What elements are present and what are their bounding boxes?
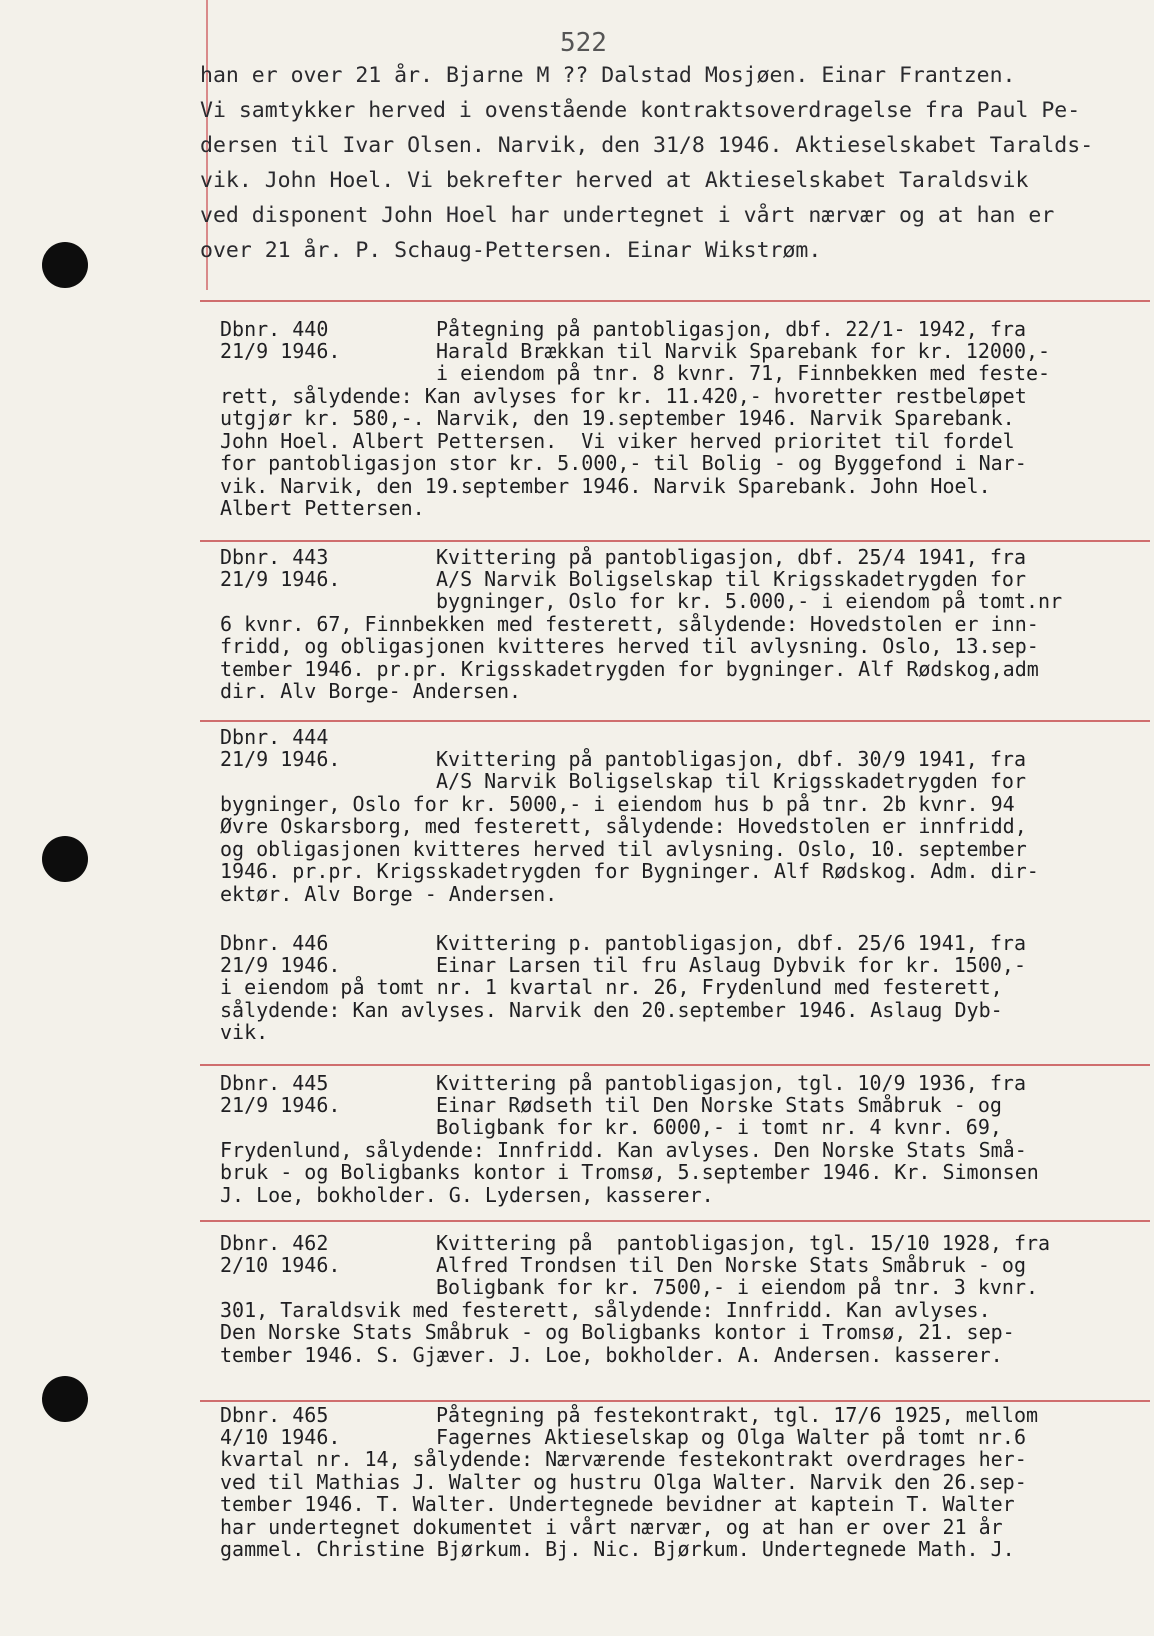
- entry-date: 2/10 1946.: [220, 1253, 341, 1277]
- entry-text-line: A/S Narvik Boligselskap til Krigsskadetrygden for: [436, 769, 1027, 793]
- entry-title: Kvittering på pantobligasjon, dbf. 25/4 1941, fra: [436, 545, 1027, 569]
- section-divider: [200, 720, 1150, 722]
- intro-line: Vi samtykker herved i ovenstående kontraktsoverdragelse fra Paul Pe-: [200, 98, 1081, 123]
- entry-text-line: gammel. Christine Bjørkum. Bj. Nic. Bjørkum. Undertegnede Math. J.: [220, 1537, 1015, 1561]
- punch-hole: [42, 836, 88, 882]
- entry-title-2: Einar Rødseth til Den Norske Stats Småbruk - og: [436, 1093, 1002, 1117]
- entry-text-line: dir. Alv Borge- Andersen.: [220, 679, 522, 703]
- entry-number: Dbnr. 465: [220, 1403, 329, 1427]
- entry-date: 21/9 1946.: [220, 1093, 341, 1117]
- entry-title-2: Harald Brækkan til Narvik Sparebank for kr. 12000,-: [436, 339, 1051, 363]
- section-divider: [200, 1400, 1150, 1402]
- entry-text-line: bygninger, Oslo for kr. 5.000,- i eiendom på tomt.nr: [436, 589, 1063, 613]
- entry-title-2: Einar Larsen til fru Aslaug Dybvik for kr. 1500,-: [436, 953, 1027, 977]
- entry-date: 21/9 1946.: [220, 747, 341, 771]
- entry-text-line: rett, sålydende: Kan avlyses for kr. 11.420,- hvoretter restbeløpet: [220, 383, 1027, 408]
- entry-text-line: i eiendom på tnr. 8 kvnr. 71, Finnbekken med feste-: [436, 361, 1051, 385]
- entry-number: Dbnr. 446: [220, 931, 329, 955]
- entry-text-line: for pantobligasjon stor kr. 5.000,- til Bolig - og Byggefond i Nar-: [220, 451, 1027, 475]
- entry-text-line: og obligasjonen kvitteres herved til avlysning. Oslo, 10. september: [220, 836, 1027, 861]
- entry-date: 21/9 1946.: [220, 567, 341, 591]
- entry-text-line: ved til Mathias J. Walter og hustru Olga Walter. Narvik den 26.sep-: [220, 1469, 1027, 1494]
- ledger-entry: [220, 318, 1150, 520]
- entry-title: Påtegning på festekontrakt, tgl. 17/6 1925, mellom: [436, 1403, 1039, 1427]
- entry-text-line: 6 kvnr. 67, Finnbekken med festerett, sålydende: Hovedstolen er inn-: [220, 611, 1039, 636]
- entry-title-2: Alfred Trondsen til Den Norske Stats Småbruk - og: [436, 1253, 1027, 1277]
- entry-text-line: kvartal nr. 14, sålydende: Nærværende festekontrakt overdrages her-: [220, 1447, 1027, 1471]
- entry-text-line: Albert Pettersen.: [220, 496, 425, 520]
- ledger-entry: [220, 1404, 1150, 1561]
- entry-number: Dbnr. 443: [220, 545, 329, 569]
- entry-text-line: Den Norske Stats Småbruk - og Boligbanks kontor i Tromsø, 21. sep-: [220, 1320, 1015, 1344]
- punch-hole: [42, 1376, 88, 1422]
- page-number: 522: [560, 28, 607, 58]
- entry-text-line: tember 1946. T. Walter. Undertegnede bevidner at kaptein T. Walter: [220, 1492, 1015, 1516]
- entry-title: Kvittering p. pantobligasjon, dbf. 25/6 1941, fra: [436, 931, 1027, 955]
- entry-text-line: John Hoel. Albert Pettersen. Vi viker herved prioritet til fordel: [220, 428, 1015, 453]
- entry-text-line: J. Loe, bokholder. G. Lydersen, kasserer.: [220, 1182, 714, 1207]
- entry-text-line: har undertegnet dokumentet i vårt nærvær, og at han er over 21 år: [220, 1514, 1003, 1539]
- ledger-entry: [220, 932, 1150, 1044]
- entry-date: 21/9 1946.: [220, 953, 341, 977]
- entry-text-line: tember 1946. S. Gjæver. J. Loe, bokholder. A. Andersen. kasserer.: [220, 1342, 1003, 1367]
- section-divider: [200, 300, 1150, 302]
- entry-date: 21/9 1946.: [220, 339, 341, 363]
- entry-title: Kvittering på pantobligasjon, tgl. 15/10 1928, fra: [436, 1231, 1051, 1255]
- entry-text-line: sålydende: Kan avlyses. Narvik den 20.september 1946. Aslaug Dyb-: [220, 997, 1003, 1022]
- intro-line: dersen til Ivar Olsen. Narvik, den 31/8 1946. Aktieselskabet Taralds-: [200, 133, 1094, 158]
- entry-text-line: vik.: [220, 1020, 269, 1044]
- ledger-entry: [220, 1072, 1150, 1206]
- section-divider: [200, 1220, 1150, 1222]
- entry-text-line: bygninger, Oslo for kr. 5000,- i eiendom hus b på tnr. 2b kvnr. 94: [220, 791, 1015, 816]
- intro-line: vik. John Hoel. Vi bekrefter herved at Aktieselskabet Taraldsvik: [200, 168, 1029, 193]
- ledger-entry: [220, 1232, 1150, 1366]
- entry-title-2: Fagernes Aktieselskap og Olga Walter på tomt nr.6: [436, 1425, 1027, 1449]
- entry-text-line: bruk - og Boligbanks kontor i Tromsø, 5.september 1946. Kr. Simonsen: [220, 1160, 1039, 1184]
- section-divider: [200, 1064, 1150, 1066]
- ledger-entry: [220, 726, 1150, 905]
- entry-text-line: fridd, og obligasjonen kvitteres herved til avlysning. Oslo, 13.sep-: [220, 634, 1039, 658]
- entry-text-line: tember 1946. pr.pr. Krigsskadetrygden for bygninger. Alf Rødskog,adm: [220, 656, 1039, 681]
- entry-text-line: utgjør kr. 580,-. Narvik, den 19.september 1946. Narvik Sparebank.: [220, 406, 1015, 430]
- section-divider: [200, 540, 1150, 542]
- entry-text-line: Øvre Oskarsborg, med festerett, sålydende: Hovedstolen er innfridd,: [220, 814, 1027, 838]
- entry-number: Dbnr. 462: [220, 1231, 329, 1255]
- entry-number: Dbnr. 445: [220, 1071, 329, 1095]
- intro-paragraph: [200, 58, 1150, 268]
- entry-text-line: Boligbank for kr. 6000,- i tomt nr. 4 kvnr. 69,: [436, 1115, 1002, 1139]
- entry-text-line: i eiendom på tomt nr. 1 kvartal nr. 26, Frydenlund med festerett,: [220, 975, 1003, 999]
- punch-hole: [42, 242, 88, 288]
- ledger-entry: [220, 546, 1150, 703]
- entry-text-line: ektør. Alv Borge - Andersen.: [220, 881, 558, 906]
- entry-title-2: A/S Narvik Boligselskap til Krigsskadetrygden for: [436, 567, 1027, 591]
- entry-text-line: Boligbank for kr. 7500,- i eiendom på tnr. 3 kvnr.: [436, 1275, 1039, 1299]
- intro-line: han er over 21 år. Bjarne M ?? Dalstad Mosjøen. Einar Frantzen.: [200, 63, 1016, 88]
- entry-text-line: vik. Narvik, den 19.september 1946. Narvik Sparebank. John Hoel.: [220, 473, 991, 498]
- entry-text-line: 301, Taraldsvik med festerett, sålydende: Innfridd. Kan avlyses.: [220, 1297, 991, 1322]
- intro-line: over 21 år. P. Schaug-Pettersen. Einar Wikstrøm.: [200, 238, 822, 263]
- entry-title: Kvittering på pantobligasjon, tgl. 10/9 1936, fra: [436, 1071, 1027, 1095]
- entry-title: Påtegning på pantobligasjon, dbf. 22/1- 1942, fra: [436, 317, 1027, 341]
- entry-text-line: Frydenlund, sålydende: Innfridd. Kan avlyses. Den Norske Stats Små-: [220, 1137, 1027, 1162]
- entry-title: Kvittering på pantobligasjon, dbf. 30/9 1941, fra: [436, 747, 1027, 771]
- entry-text-line: 1946. pr.pr. Krigsskadetrygden for Bygninger. Alf Rødskog. Adm. dir-: [220, 859, 1039, 883]
- entry-date: 4/10 1946.: [220, 1425, 341, 1449]
- entry-number: Dbnr. 444: [220, 725, 329, 749]
- intro-line: ved disponent John Hoel har undertegnet i vårt nærvær og at han er: [200, 203, 1055, 228]
- entry-number: Dbnr. 440: [220, 317, 329, 341]
